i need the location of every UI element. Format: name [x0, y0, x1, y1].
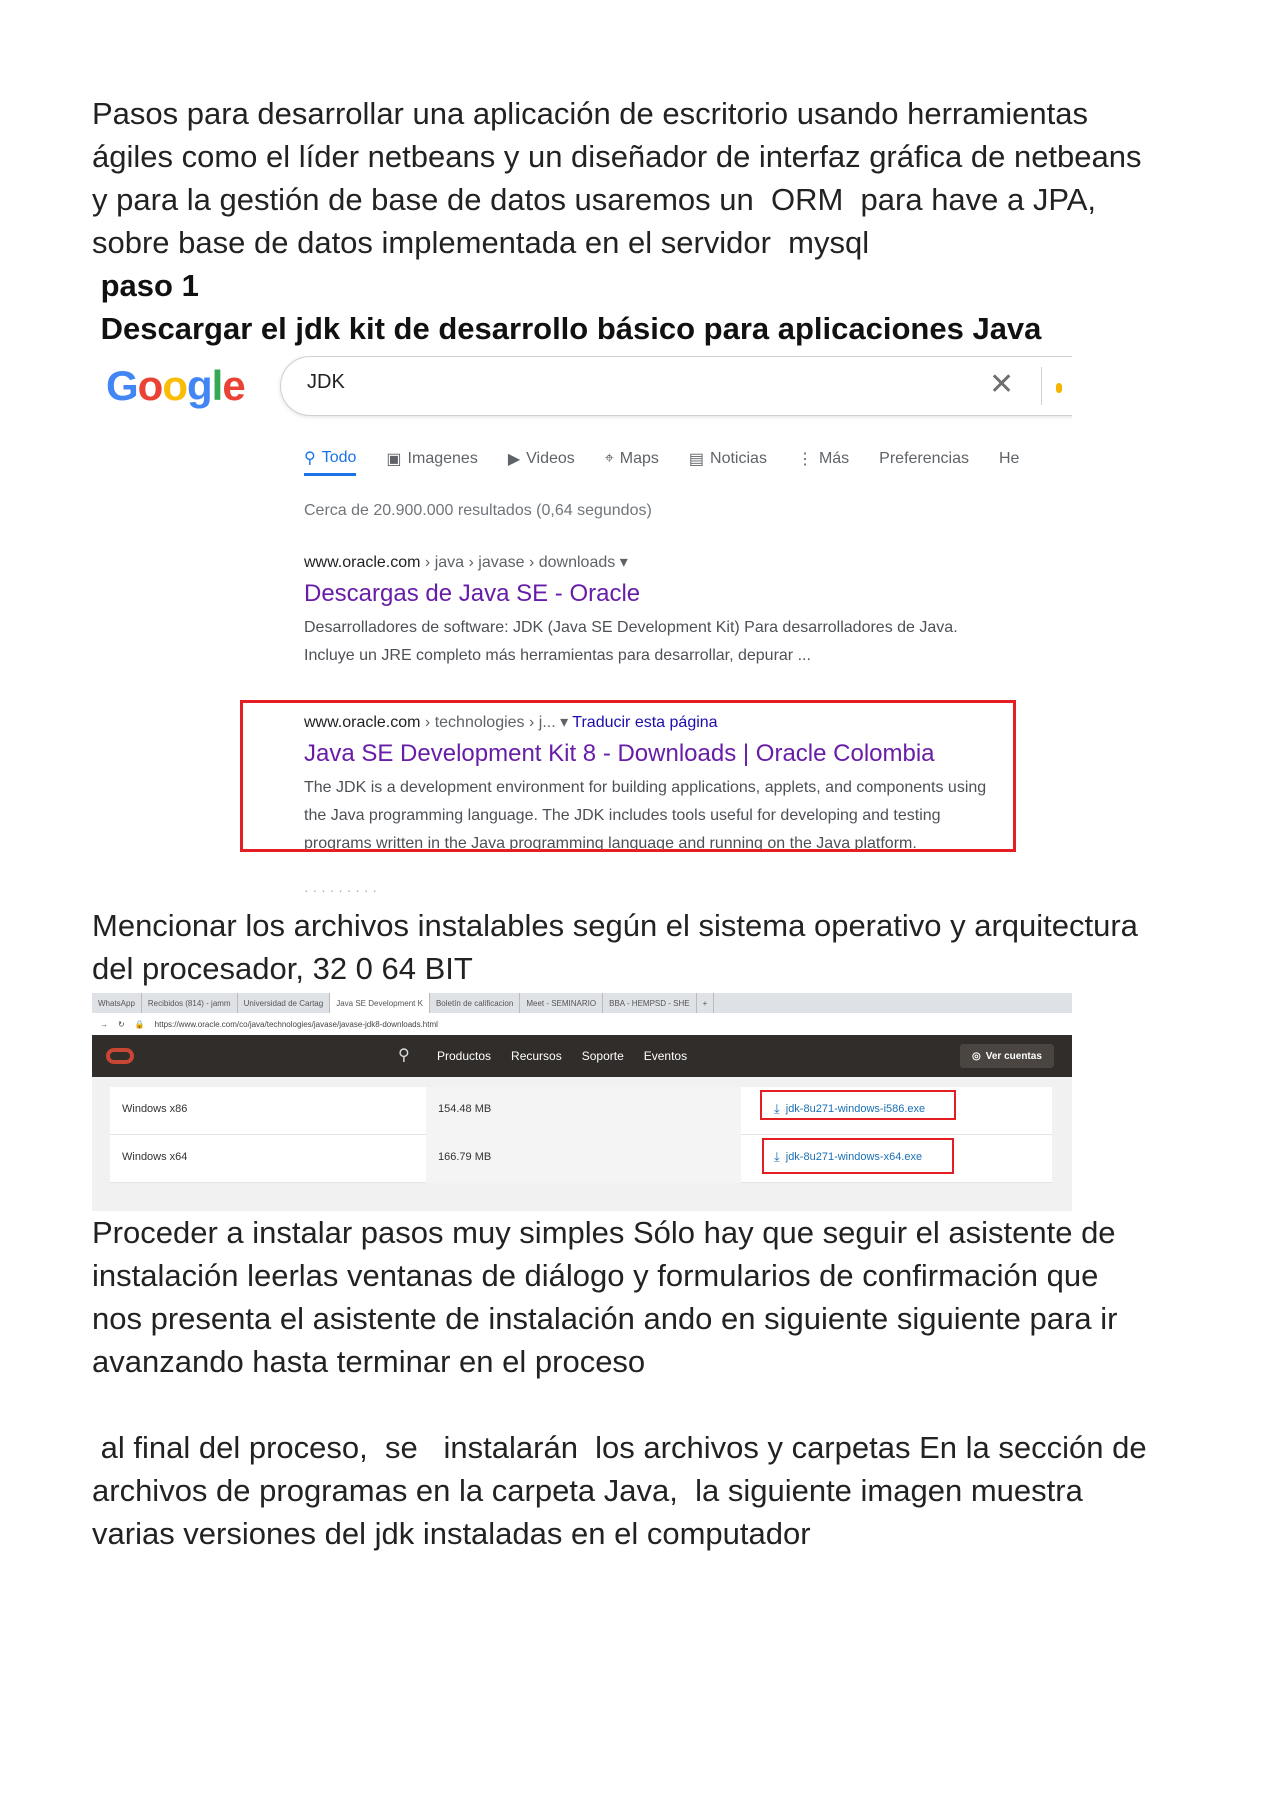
intro-line: sobre base de datos implementada en el servidor mysql: [92, 225, 870, 260]
highlight-box: [762, 1138, 954, 1174]
result-domain: www.oracle.com: [304, 554, 421, 571]
middle-paragraph: [92, 904, 1212, 990]
result-title-link[interactable]: Java SE Development Kit 8 - Downloads | Oracle Colombia: [304, 740, 935, 767]
close-icon[interactable]: ✕: [989, 368, 1015, 401]
tab-imagenes[interactable]: [386, 442, 477, 476]
table-row: [110, 1135, 1052, 1183]
google-logo: Google: [106, 362, 245, 409]
nav-soporte[interactable]: Soporte: [581, 1049, 624, 1063]
final-line: al final del proceso, se instalarán los archivos y carpetas En la sección de: [92, 1430, 1147, 1465]
news-icon: ▤: [688, 451, 705, 468]
snippet-line: the Java programming language. The JDK includes tools useful for developing and testing: [304, 807, 941, 824]
middle-line: Mencionar los archivos instalables según el sistema operativo y arquitectura: [92, 908, 1138, 943]
result-snippet: [304, 614, 1064, 670]
step-title: Descargar el jdk kit de desarrollo básico para aplicaciones Java: [92, 311, 1042, 346]
size-cell: 154.48 MB: [438, 1103, 492, 1115]
search-box[interactable]: [280, 356, 1072, 416]
nav-recursos[interactable]: Recursos: [511, 1049, 562, 1063]
install-line: avanzando hasta terminar en el proceso: [92, 1344, 646, 1379]
os-cell: Windows x86: [122, 1103, 188, 1115]
file-name: jdk-8u271-windows-x64.exe: [785, 1151, 923, 1163]
result-title-link[interactable]: Descargas de Java SE - Oracle: [304, 580, 641, 607]
result-path: › java › javase › downloads ▾: [420, 554, 628, 571]
browser-tab-bar: [92, 993, 1072, 1013]
result-stats: Cerca de 20.900.000 resultados (0,64 segundos): [304, 502, 652, 519]
search-icon[interactable]: ⚲: [398, 1047, 410, 1064]
nav-menu: [437, 1049, 687, 1063]
search-result: [304, 552, 1064, 670]
tab-noticias[interactable]: [689, 442, 767, 476]
nav-eventos[interactable]: Eventos: [643, 1049, 688, 1063]
file-name: jdk-8u271-windows-i586.exe: [785, 1103, 926, 1115]
downloads-table: [110, 1087, 1052, 1183]
result-domain: www.oracle.com: [304, 714, 421, 731]
final-line: varias versiones del jdk instaladas en el computador: [92, 1516, 811, 1551]
lock-icon: 🔒: [134, 1019, 145, 1029]
tab-label: Todo: [321, 448, 357, 466]
browser-tab[interactable]: Boletín de calificacion: [430, 993, 520, 1013]
final-paragraph: [92, 1426, 1212, 1555]
browser-tab[interactable]: BBA - HEMPSD - SHE: [603, 993, 696, 1013]
oracle-nav-bar: [92, 1035, 1072, 1077]
oracle-logo[interactable]: [106, 1048, 134, 1064]
intro-line: Pasos para desarrollar una aplicación de escritorio usando herramientas: [92, 96, 1088, 131]
tab-label: Videos: [526, 450, 575, 467]
snippet-line: Incluye un JRE completo más herramientas para desarrollar, depurar ...: [304, 647, 811, 664]
tab-label: Preferencias: [879, 450, 969, 467]
tab-label: Noticias: [710, 450, 767, 467]
video-icon: ▶: [507, 451, 521, 468]
final-line: archivos de programas en la carpeta Java, la siguiente imagen muestra: [92, 1473, 1083, 1508]
snippet-line: Desarrolladores de software: JDK (Java SE Development Kit) Para desarrolladores de Java.: [304, 619, 958, 636]
tab-todo[interactable]: [304, 442, 356, 476]
size-cell: 166.79 MB: [438, 1151, 492, 1163]
os-cell: Windows x64: [122, 1151, 188, 1163]
step-label: paso 1: [92, 268, 199, 303]
translate-link[interactable]: Traducir esta página: [572, 714, 718, 731]
snippet-line: programs written in the Java programming language and running on the Java platform.: [304, 835, 917, 852]
divider: [1041, 367, 1042, 405]
browser-tab[interactable]: WhatsApp: [92, 993, 142, 1013]
tab-preferencias[interactable]: [879, 442, 969, 476]
search-tabs: [304, 442, 1019, 478]
map-pin-icon: ⌖: [604, 450, 614, 467]
address-bar[interactable]: [92, 1013, 1072, 1035]
browser-tab[interactable]: Universidad de Cartag: [238, 993, 331, 1013]
browser-tab-active[interactable]: Java SE Development K: [330, 993, 430, 1013]
install-line: nos presenta el asistente de instalación ando en siguiente siguiente para ir: [92, 1301, 1118, 1336]
install-line: Proceder a instalar pasos muy simples Sólo hay que seguir el asistente de: [92, 1215, 1116, 1250]
tab-mas[interactable]: [797, 442, 849, 476]
search-query: JDK: [307, 371, 345, 393]
cutoff-text: · · · · · · · · ·: [304, 882, 378, 898]
tab-herramientas[interactable]: [999, 442, 1019, 476]
result-path: › technologies › j... ▾: [420, 714, 573, 731]
google-search-screenshot: [92, 356, 1072, 901]
image-icon: ▣: [386, 451, 402, 468]
install-paragraph: [92, 1211, 1212, 1383]
oracle-download-screenshot: [92, 993, 1072, 1211]
nav-productos[interactable]: Productos: [437, 1049, 492, 1063]
browser-tab[interactable]: Meet - SEMINARIO: [520, 993, 603, 1013]
mic-icon[interactable]: [1056, 383, 1062, 393]
middle-line: del procesador, 32 0 64 BIT: [92, 951, 473, 986]
highlight-box: [760, 1090, 956, 1120]
account-button[interactable]: [960, 1044, 1054, 1068]
url-text[interactable]: https://www.oracle.com/co/java/technologies/javase/javase-jdk8-downloads.html: [154, 1019, 438, 1029]
tab-maps[interactable]: [605, 442, 659, 476]
tab-label: He: [999, 450, 1020, 467]
tab-label: Más: [818, 450, 850, 467]
download-icon: ⤓: [774, 1149, 780, 1164]
result-cite: [304, 552, 1064, 572]
intro-line: ágiles como el líder netbeans y un diseñador de interfaz gráfica de netbeans: [92, 139, 1142, 174]
back-icon[interactable]: →: [100, 1019, 108, 1029]
new-tab-button[interactable]: +: [697, 993, 715, 1013]
account-label: Ver cuentas: [985, 1050, 1042, 1062]
table-row: [110, 1087, 1052, 1135]
browser-tab[interactable]: Recibidos (814) - jamm: [142, 993, 238, 1013]
tab-label: Maps: [619, 450, 659, 467]
more-icon: ⋮: [796, 451, 813, 468]
intro-paragraph: [92, 92, 1212, 350]
highlight-box: [240, 700, 1016, 852]
tab-label: Imagenes: [407, 450, 478, 467]
download-icon: ⤓: [774, 1101, 780, 1116]
install-line: instalación leerlas ventanas de diálogo y formularios de confirmación que: [92, 1258, 1099, 1293]
snippet-line: The JDK is a development environment for building applications, applets, and components using: [304, 779, 987, 796]
search-icon: ⚲: [304, 449, 316, 467]
intro-line: y para la gestión de base de datos usaremos un ORM para have a JPA,: [92, 182, 1097, 217]
user-icon: ◎: [972, 1050, 981, 1062]
reload-icon[interactable]: ↻: [118, 1019, 125, 1029]
tab-videos[interactable]: [508, 442, 575, 476]
